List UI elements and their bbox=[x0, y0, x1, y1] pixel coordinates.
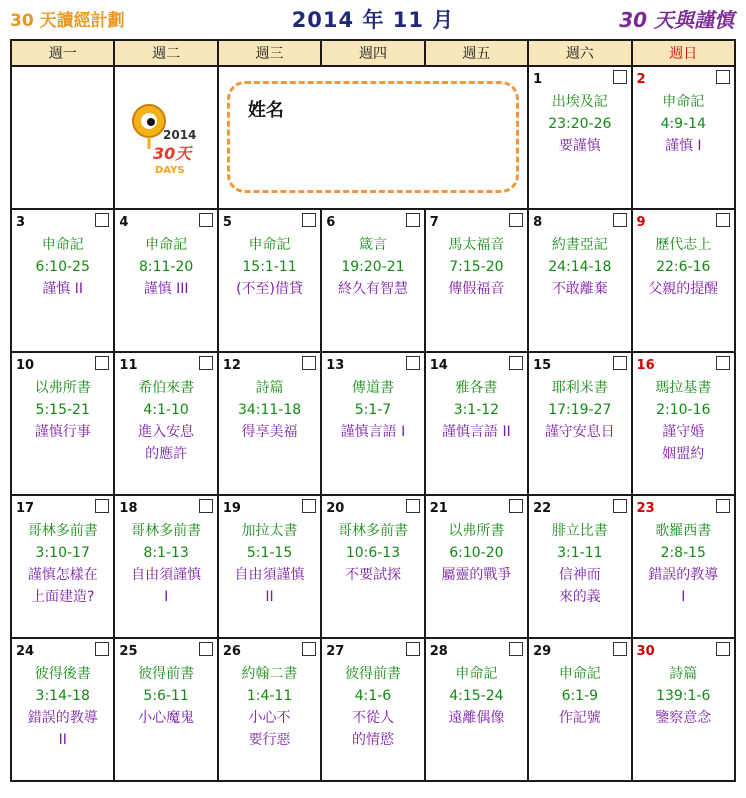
verse-reference: 22:6-16 bbox=[656, 259, 711, 275]
day-number: 7 bbox=[429, 215, 439, 230]
weekday-fri: 週五 bbox=[425, 40, 528, 66]
theme-text: 不要試探 bbox=[344, 567, 401, 583]
book-name: 雅各書 bbox=[455, 380, 498, 396]
name-field[interactable] bbox=[227, 81, 519, 193]
reading-entry bbox=[115, 663, 216, 729]
book-name: 加拉太書 bbox=[241, 523, 298, 539]
theme-text: 要謹慎 bbox=[558, 138, 601, 154]
done-checkbox[interactable] bbox=[199, 356, 213, 370]
done-checkbox[interactable] bbox=[406, 642, 420, 656]
calendar-body bbox=[11, 66, 735, 781]
verse-reference: 5:1-7 bbox=[354, 402, 392, 418]
theme-text: I bbox=[164, 589, 169, 605]
reading-entry bbox=[529, 663, 630, 729]
day-cell bbox=[632, 495, 735, 638]
book-name: 申命記 bbox=[41, 237, 84, 253]
reading-entry bbox=[322, 520, 423, 586]
theme-text: 謹守安息日 bbox=[544, 424, 615, 440]
book-name: 以弗所書 bbox=[448, 523, 505, 539]
day-cell bbox=[114, 352, 217, 495]
done-checkbox[interactable] bbox=[613, 70, 627, 84]
day-cell bbox=[218, 352, 321, 495]
day-cell bbox=[632, 638, 735, 781]
theme-text: 的應許 bbox=[145, 446, 188, 462]
day-number: 25 bbox=[119, 644, 138, 659]
book-name: 哥林多前書 bbox=[131, 523, 202, 539]
reading-entry bbox=[529, 234, 630, 300]
theme-text: 父親的提醒 bbox=[648, 281, 719, 297]
done-checkbox[interactable] bbox=[199, 642, 213, 656]
book-name: 耶利米書 bbox=[551, 380, 608, 396]
book-name: 歌羅西書 bbox=[655, 523, 712, 539]
done-checkbox[interactable] bbox=[509, 356, 523, 370]
theme-text: 遠離偶像 bbox=[448, 710, 505, 726]
verse-reference: 34:11-18 bbox=[237, 402, 302, 418]
theme-text: 錯誤的教導 bbox=[648, 567, 719, 583]
reading-entry bbox=[322, 377, 423, 443]
book-name: 馬太福音 bbox=[448, 237, 505, 253]
day-cell bbox=[114, 638, 217, 781]
weekday-tue: 週二 bbox=[114, 40, 217, 66]
day-number: 21 bbox=[429, 501, 448, 516]
book-name: 詩篇 bbox=[669, 666, 698, 682]
done-checkbox[interactable] bbox=[613, 499, 627, 513]
reading-entry bbox=[115, 234, 216, 300]
theme-text: 上面建造? bbox=[30, 589, 95, 605]
reading-entry bbox=[529, 520, 630, 608]
reading-entry bbox=[322, 234, 423, 300]
reading-entry bbox=[12, 663, 113, 751]
reading-entry bbox=[426, 234, 527, 300]
day-cell bbox=[11, 209, 114, 352]
reading-entry bbox=[12, 520, 113, 608]
day-number: 23 bbox=[636, 501, 655, 516]
book-name: 約書亞記 bbox=[551, 237, 608, 253]
day-number: 17 bbox=[16, 501, 35, 516]
theme-text: 的情慾 bbox=[351, 732, 394, 748]
day-cell bbox=[528, 495, 631, 638]
day-cell bbox=[11, 66, 114, 209]
day-cell bbox=[218, 495, 321, 638]
day-number: 16 bbox=[636, 358, 655, 373]
reading-entry bbox=[219, 663, 320, 751]
day-number: 6 bbox=[326, 215, 336, 230]
theme-text: 不敢離棄 bbox=[551, 281, 608, 297]
verse-reference: 23:20-26 bbox=[548, 116, 612, 132]
book-name: 詩篇 bbox=[255, 380, 284, 396]
theme-text: 不從人 bbox=[351, 710, 394, 726]
theme-text: 鑒察意念 bbox=[655, 710, 712, 726]
day-cell bbox=[528, 352, 631, 495]
verse-reference: 3:1-12 bbox=[453, 402, 500, 418]
reading-entry bbox=[115, 377, 216, 465]
day-number: 28 bbox=[429, 644, 448, 659]
book-name: 哥林多前書 bbox=[337, 523, 408, 539]
book-name: 以弗所書 bbox=[34, 380, 91, 396]
day-number: 18 bbox=[119, 501, 138, 516]
verse-reference: 3:10-17 bbox=[35, 545, 90, 561]
day-cell bbox=[321, 638, 424, 781]
day-cell bbox=[528, 209, 631, 352]
verse-reference: 6:1-9 bbox=[561, 688, 599, 704]
verse-reference: 8:1-13 bbox=[143, 545, 189, 561]
verse-reference: 24:14-18 bbox=[548, 259, 612, 275]
reading-entry bbox=[426, 377, 527, 443]
week-row bbox=[11, 209, 735, 352]
reading-entry bbox=[633, 377, 734, 465]
day-number: 29 bbox=[533, 644, 552, 659]
book-name: 申命記 bbox=[662, 94, 705, 110]
theme-text: 小心魔鬼 bbox=[138, 710, 195, 726]
theme-text: 自由須謹慎 bbox=[131, 567, 202, 583]
theme-text: 謹慎 I bbox=[664, 138, 702, 154]
reading-entry bbox=[219, 520, 320, 608]
day-number: 20 bbox=[326, 501, 345, 516]
theme-text: 作記號 bbox=[558, 710, 601, 726]
theme-text: 傳假福音 bbox=[448, 281, 505, 297]
verse-reference: 5:15-21 bbox=[35, 402, 90, 418]
book-name: 歷代志上 bbox=[655, 237, 712, 253]
30days-logo-icon bbox=[123, 97, 215, 177]
theme-text: 信神而 bbox=[558, 567, 601, 583]
verse-reference: 2:8-15 bbox=[660, 545, 706, 561]
day-cell bbox=[528, 638, 631, 781]
day-cell bbox=[632, 209, 735, 352]
done-checkbox[interactable] bbox=[716, 213, 730, 227]
reading-entry bbox=[426, 520, 527, 586]
theme-text: 屬靈的戰爭 bbox=[441, 567, 512, 583]
verse-reference: 17:19-27 bbox=[548, 402, 612, 418]
day-cell bbox=[425, 209, 528, 352]
done-checkbox[interactable] bbox=[509, 499, 523, 513]
svg-text:30天: 30天 bbox=[153, 144, 192, 163]
day-number: 13 bbox=[326, 358, 345, 373]
theme-text: 得享美福 bbox=[241, 424, 298, 440]
theme-text: 謹慎 III bbox=[143, 281, 189, 297]
verse-reference: 8:11-20 bbox=[138, 259, 194, 275]
reading-entry bbox=[426, 663, 527, 729]
book-name: 約翰二書 bbox=[241, 666, 298, 682]
theme-text: 謹慎 II bbox=[42, 281, 84, 297]
verse-reference: 3:14-18 bbox=[35, 688, 90, 704]
verse-reference: 2:10-16 bbox=[656, 402, 711, 418]
theme-text: (不至)借貸 bbox=[236, 281, 304, 297]
done-checkbox[interactable] bbox=[716, 70, 730, 84]
day-number: 12 bbox=[222, 358, 241, 373]
day-number: 22 bbox=[533, 501, 552, 516]
book-name: 希伯來書 bbox=[138, 380, 195, 396]
day-number: 3 bbox=[16, 215, 26, 230]
svg-text:2014: 2014 bbox=[163, 128, 197, 142]
book-name: 箴言 bbox=[358, 237, 387, 253]
day-number: 14 bbox=[429, 358, 448, 373]
day-cell bbox=[321, 209, 424, 352]
theme-text: 謹守婚 bbox=[662, 424, 705, 440]
day-number: 26 bbox=[222, 644, 241, 659]
reading-entry bbox=[633, 91, 734, 157]
book-name: 申命記 bbox=[455, 666, 498, 682]
day-cell bbox=[528, 66, 631, 209]
day-number: 24 bbox=[16, 644, 35, 659]
verse-reference: 4:9-14 bbox=[660, 116, 706, 132]
done-checkbox[interactable] bbox=[95, 642, 109, 656]
name-label: 姓名 bbox=[247, 100, 284, 121]
verse-reference: 5:6-11 bbox=[143, 688, 189, 704]
done-checkbox[interactable] bbox=[406, 499, 420, 513]
theme-text: 小心不 bbox=[248, 710, 291, 726]
day-cell bbox=[114, 209, 217, 352]
book-name: 瑪拉基書 bbox=[655, 380, 712, 396]
theme-text: II bbox=[265, 589, 274, 605]
day-cell bbox=[425, 495, 528, 638]
done-checkbox[interactable] bbox=[95, 213, 109, 227]
week-row bbox=[11, 352, 735, 495]
done-checkbox[interactable] bbox=[509, 642, 523, 656]
weekday-wed: 週三 bbox=[218, 40, 321, 66]
day-cell bbox=[11, 638, 114, 781]
month-title: 2014 年 11 月 bbox=[291, 8, 455, 32]
verse-reference: 5:1-15 bbox=[246, 545, 293, 561]
book-name: 彼得前書 bbox=[138, 666, 195, 682]
day-cell bbox=[218, 638, 321, 781]
theme-text: 要行惡 bbox=[248, 732, 291, 748]
verse-reference: 6:10-25 bbox=[35, 259, 90, 275]
book-name: 腓立比書 bbox=[551, 523, 608, 539]
week-row bbox=[11, 495, 735, 638]
book-name: 申命記 bbox=[558, 666, 601, 682]
done-checkbox[interactable] bbox=[716, 642, 730, 656]
day-number: 8 bbox=[533, 215, 543, 230]
theme-text: 謹慎言語 I bbox=[340, 424, 406, 440]
day-number: 11 bbox=[119, 358, 138, 373]
done-checkbox[interactable] bbox=[199, 499, 213, 513]
verse-reference: 4:15-24 bbox=[449, 688, 504, 704]
day-cell bbox=[632, 66, 735, 209]
done-checkbox[interactable] bbox=[716, 499, 730, 513]
theme-text: 姻盟約 bbox=[662, 446, 705, 462]
day-number: 1 bbox=[533, 72, 543, 87]
reading-entry bbox=[633, 520, 734, 608]
reading-entry bbox=[633, 663, 734, 729]
theme-text: 進入安息 bbox=[138, 424, 195, 440]
done-checkbox[interactable] bbox=[613, 356, 627, 370]
day-cell bbox=[11, 352, 114, 495]
week-row bbox=[11, 638, 735, 781]
book-name: 申命記 bbox=[248, 237, 291, 253]
done-checkbox[interactable] bbox=[302, 499, 316, 513]
reading-entry bbox=[219, 234, 320, 300]
done-checkbox[interactable] bbox=[302, 642, 316, 656]
day-number: 5 bbox=[222, 215, 232, 230]
done-checkbox[interactable] bbox=[613, 213, 627, 227]
svg-text:DAYS: DAYS bbox=[155, 165, 185, 176]
plan-title: 30 天讀經計劃 bbox=[10, 11, 125, 31]
day-cell bbox=[425, 352, 528, 495]
day-number: 10 bbox=[16, 358, 35, 373]
weekday-header-row bbox=[11, 40, 735, 66]
verse-reference: 15:1-11 bbox=[242, 259, 297, 275]
theme-text: 終久有智慧 bbox=[337, 281, 408, 297]
done-checkbox[interactable] bbox=[199, 213, 213, 227]
theme-text: 謹慎怎樣在 bbox=[27, 567, 98, 583]
theme-text: 謹慎行事 bbox=[34, 424, 91, 440]
week-row bbox=[11, 66, 735, 209]
done-checkbox[interactable] bbox=[613, 642, 627, 656]
day-cell bbox=[425, 638, 528, 781]
weekday-sun: 週日 bbox=[632, 40, 735, 66]
theme-text: II bbox=[58, 732, 67, 748]
verse-reference: 10:6-13 bbox=[345, 545, 401, 561]
done-checkbox[interactable] bbox=[302, 356, 316, 370]
verse-reference: 19:20-21 bbox=[341, 259, 405, 275]
verse-reference: 6:10-20 bbox=[449, 545, 504, 561]
done-checkbox[interactable] bbox=[716, 356, 730, 370]
verse-reference: 4:1-6 bbox=[354, 688, 392, 704]
day-cell bbox=[321, 352, 424, 495]
book-name: 彼得前書 bbox=[344, 666, 401, 682]
day-number: 19 bbox=[222, 501, 241, 516]
day-cell bbox=[11, 495, 114, 638]
day-cell bbox=[632, 352, 735, 495]
theme-title: 30 天與謹慎 bbox=[619, 8, 734, 32]
weekday-mon: 週一 bbox=[11, 40, 114, 66]
day-number: 15 bbox=[533, 358, 552, 373]
verse-reference: 1:4-11 bbox=[246, 688, 293, 704]
theme-text: I bbox=[681, 589, 686, 605]
name-cell bbox=[218, 66, 528, 209]
day-number: 4 bbox=[119, 215, 129, 230]
reading-entry bbox=[219, 377, 320, 443]
book-name: 出埃及記 bbox=[551, 94, 608, 110]
theme-text: 謹慎言語 II bbox=[442, 424, 511, 440]
reading-entry bbox=[12, 234, 113, 300]
theme-text: 錯誤的教導 bbox=[27, 710, 98, 726]
reading-entry bbox=[529, 91, 630, 157]
reading-entry bbox=[115, 520, 216, 608]
done-checkbox[interactable] bbox=[406, 356, 420, 370]
book-name: 彼得後書 bbox=[34, 666, 91, 682]
verse-reference: 7:15-20 bbox=[449, 259, 504, 275]
reading-entry bbox=[633, 234, 734, 300]
day-cell bbox=[218, 209, 321, 352]
reading-entry bbox=[12, 377, 113, 443]
book-name: 哥林多前書 bbox=[27, 523, 98, 539]
theme-text: 來的義 bbox=[558, 589, 601, 605]
day-cell bbox=[114, 495, 217, 638]
done-checkbox[interactable] bbox=[95, 499, 109, 513]
day-number: 30 bbox=[636, 644, 655, 659]
done-checkbox[interactable] bbox=[509, 213, 523, 227]
theme-text: 自由須謹慎 bbox=[234, 567, 305, 583]
day-number: 2 bbox=[636, 72, 646, 87]
weekday-sat: 週六 bbox=[528, 40, 631, 66]
verse-reference: 4:1-10 bbox=[143, 402, 189, 418]
book-name: 傳道書 bbox=[351, 380, 394, 396]
day-cell bbox=[114, 66, 217, 209]
done-checkbox[interactable] bbox=[406, 213, 420, 227]
done-checkbox[interactable] bbox=[95, 356, 109, 370]
reading-entry bbox=[529, 377, 630, 443]
day-cell bbox=[321, 495, 424, 638]
book-name: 申命記 bbox=[145, 237, 188, 253]
verse-reference: 3:1-11 bbox=[557, 545, 603, 561]
reading-entry bbox=[322, 663, 423, 751]
done-checkbox[interactable] bbox=[302, 213, 316, 227]
verse-reference: 139:1-6 bbox=[656, 688, 711, 704]
calendar-grid bbox=[10, 39, 736, 782]
day-number: 27 bbox=[326, 644, 345, 659]
weekday-thu: 週四 bbox=[321, 40, 424, 66]
day-number: 9 bbox=[636, 215, 646, 230]
